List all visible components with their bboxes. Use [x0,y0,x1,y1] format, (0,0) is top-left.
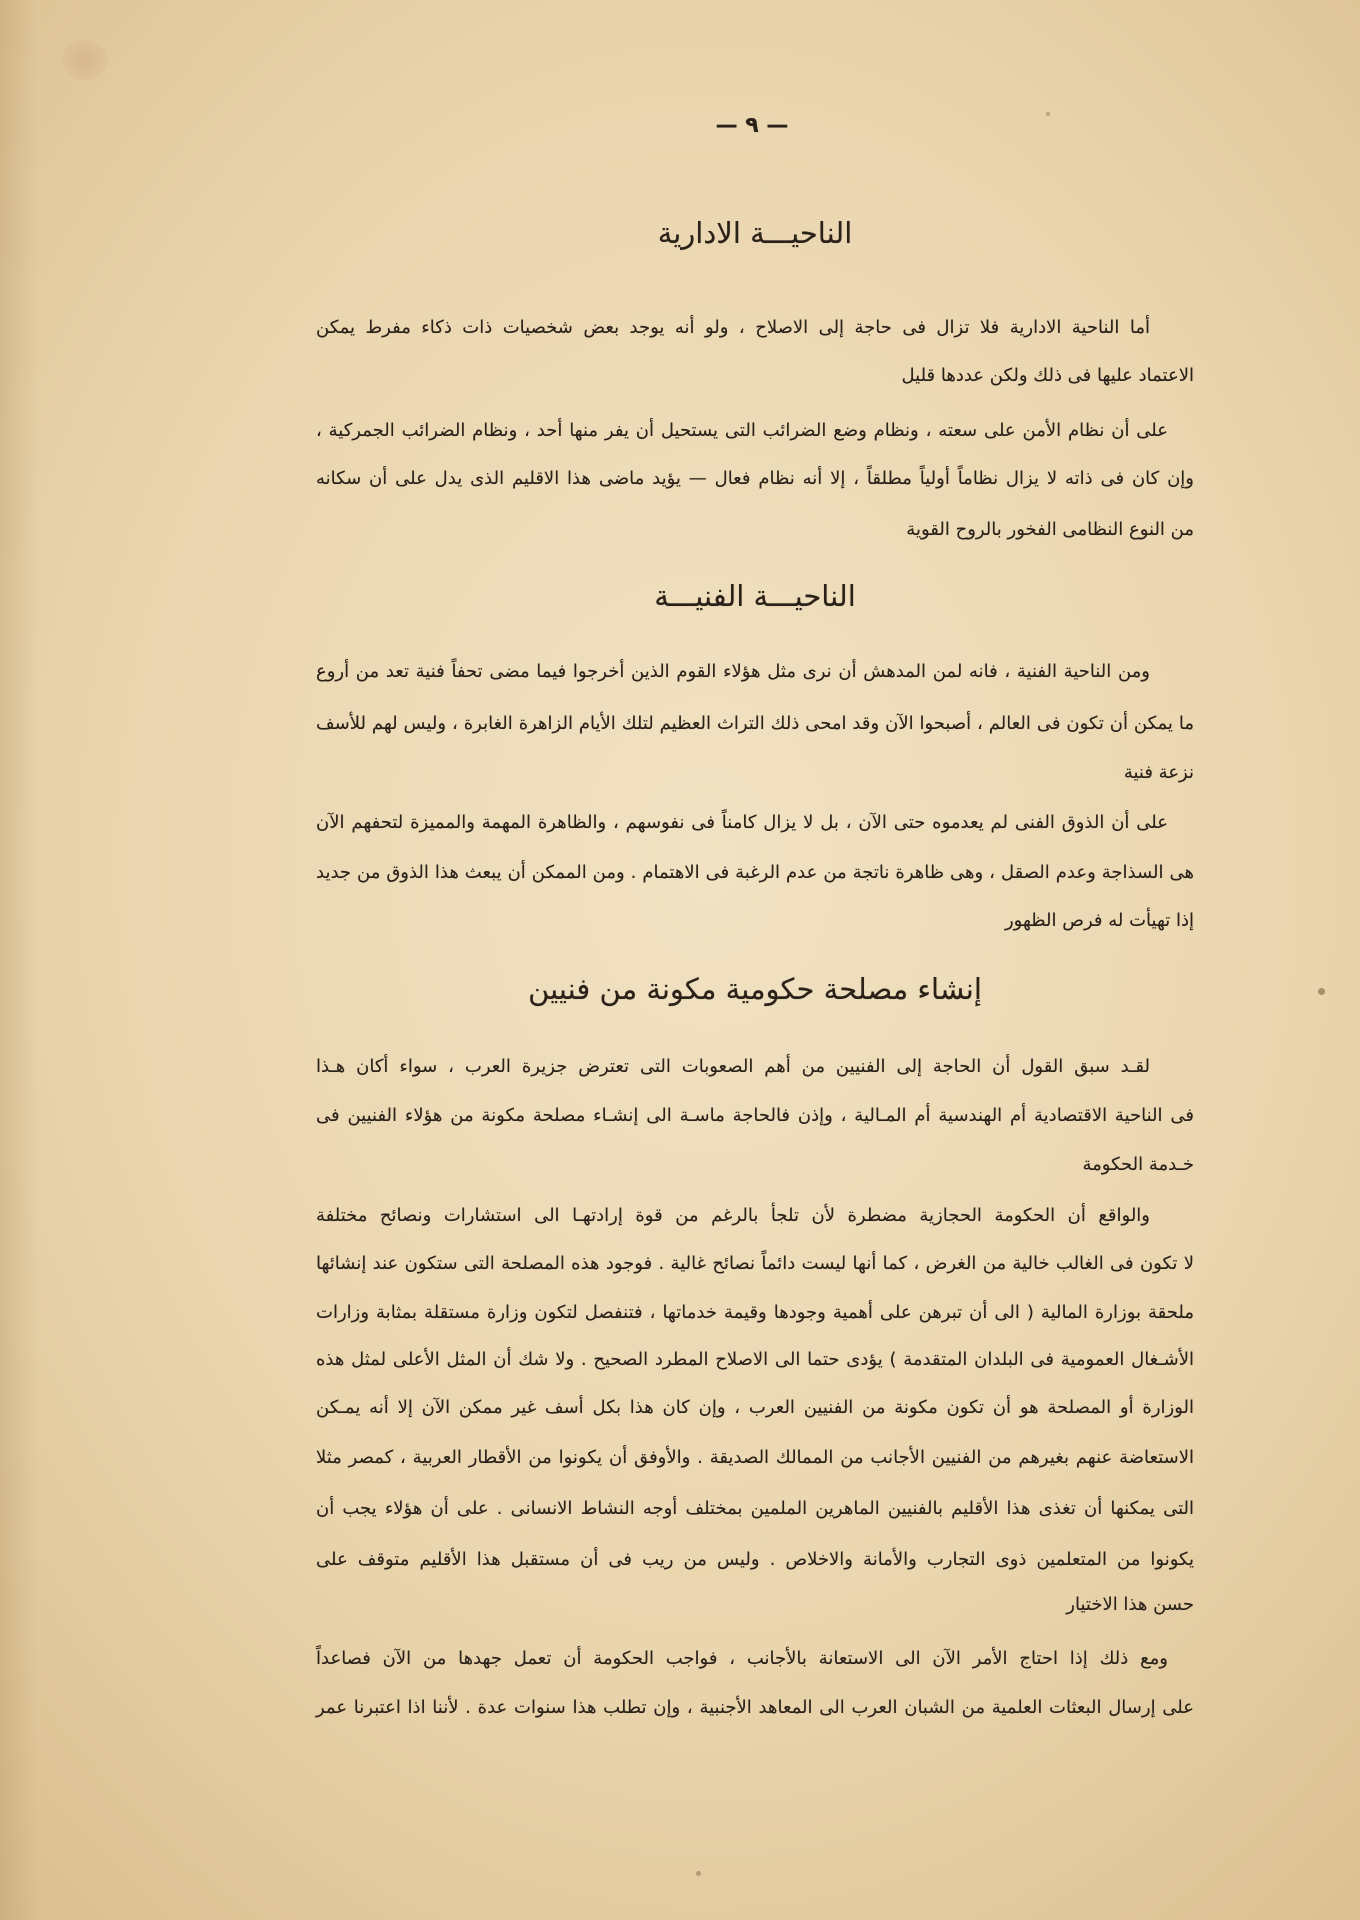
paragraph-line: الأشـغال العمومية فى البلدان المتقدمة ) يؤدى حتما الى الاصلاح المطرد الصحيح . ولا شك أن المثل الأعلى لمثل هذه [316,1349,1194,1370]
paragraph-line: خـدمة الحكومة [1082,1154,1194,1175]
paragraph-line: الاعتماد عليها فى ذلك ولكن عددها قليل [901,365,1194,386]
paragraph-line: من النوع النظامى الفخور بالروح القوية [906,519,1194,540]
paragraph-line: ومن الناحية الفنية ، فانه لمن المدهش أن نرى مثل هؤلاء القوم الذين أخرجوا فيما مضى تحفاً فنية تعد من أروع [316,661,1150,682]
paragraph-line: إذا تهيأت له فرص الظهور [1004,910,1194,931]
page-edge-shadow [0,0,38,1920]
paragraph-line: فى الناحية الاقتصادية أم الهندسية أم المـالية ، وإذن فالحاجة ماسـة الى إنشـاء مصلحة مكونة من هؤلاء الفنيين فى [316,1105,1194,1126]
paragraph-line: ملحقة بوزارة المالية ( الى أن تبرهن على أهمية وجودها وقيمة خدماتها ، فتنفصل لتكون وزارة مستقلة بمثابة وزارات [316,1302,1194,1323]
paragraph-line: الوزارة أو المصلحة هو أن تكون مكونة من الفنيين العرب ، وإن كان هذا بكل أسف غير ممكن الآن إلا أنه يمـكن [316,1397,1194,1418]
paragraph-line: لا تكون فى الغالب خالية من الغرض ، كما أنها ليست دائماً نصائح غالية . فوجود هذه المصلحة التى ستكون عند إنشائها [316,1253,1194,1274]
paragraph-line: التى يمكنها أن تغذى هذا الأقليم بالفنيين الماهرين الملمين بمختلف أوجه النشاط الانسانى . على أن هؤلاء يجب أن [316,1498,1194,1519]
paper-speck [696,1871,701,1876]
section-heading: الناحيـــة الادارية [657,216,853,250]
paragraph-line: على إرسال البعثات العلمية من الشبان العرب الى المعاهد الأجنبية ، وإن تطلب هذا سنوات عدة . لأننا اذا اعتبرنا عمر [316,1697,1194,1718]
paragraph-line: يكونوا من المتعلمين ذوى التجارب والأمانة والاخلاص . وليس من ريب فى أن مستقبل هذا الأقليم متوقف على [316,1549,1194,1570]
paper-speck [1046,112,1050,116]
paragraph-line: ومع ذلك إذا احتاج الأمر الآن الى الاستعانة بالأجانب ، فواجب الحكومة أن تعمل جهدها من الآن فصاعداً [316,1648,1168,1669]
paragraph-line: أما الناحية الادارية فلا تزال فى حاجة إلى الاصلاح ، ولو أنه يوجد بعض شخصيات ذات ذكاء مفرط يمكن [316,317,1150,338]
paragraph-line: والواقع أن الحكومة الحجازية مضطرة لأن تلجأ بالرغم من قوة إرادتهـا الى استشارات ونصائح مختلفة [316,1205,1150,1226]
section-heading: إنشاء مصلحة حكومية مكونة من فنيين [528,972,982,1006]
paragraph-line: هى السذاجة وعدم الصقل ، وهى ظاهرة ناتجة من عدم الرغبة فى الاهتمام . ومن الممكن أن يبعث هذا الذوق من جديد [316,862,1194,883]
paragraph-line: لقـد سبق القول أن الحاجة إلى الفنيين من أهم الصعوبات التى تعترض جزيرة العرب ، سواء أكان هـذا [316,1056,1150,1077]
paragraph-line: نزعة فنية [1123,762,1194,783]
paragraph-line: الاستعاضة عنهم بغيرهم من الفنيين الأجانب من الممالك الصديقة . والأوفق أن يكونوا من الأقطار العربية ، كمصر مثلا [316,1447,1194,1468]
paragraph-line: وإن كان فى ذاته لا يزال نظاماً أولياً مطلقاً ، إلا أنه نظام فعال — يؤيد ماضى هذا الاقليم الذى يدل على أن سكانه [316,468,1194,489]
paragraph-line: على أن نظام الأمن على سعته ، ونظام وضع الضرائب التى يستحيل أن يفر منها أحد ، ونظام الضرائب الجمركية ، [316,420,1168,441]
page-number: — ٩ — [715,113,789,138]
paper-stain [62,40,108,80]
section-heading: الناحيـــة الفنيـــة [654,579,856,613]
paragraph-line: ما يمكن أن تكون فى العالم ، أصبحوا الآن وقد امحى ذلك التراث العظيم لتلك الأيام الزاهرة الغابرة ، وليس لهم للأسف [316,713,1194,734]
paragraph-line: على أن الذوق الفنى لم يعدموه حتى الآن ، بل لا يزال كامناً فى نفوسهم ، والظاهرة المهمة والمميزة لتحفهم الآن [316,812,1168,833]
paper-speck [1318,988,1325,995]
paragraph-line: حسن هذا الاختيار [1066,1594,1194,1615]
